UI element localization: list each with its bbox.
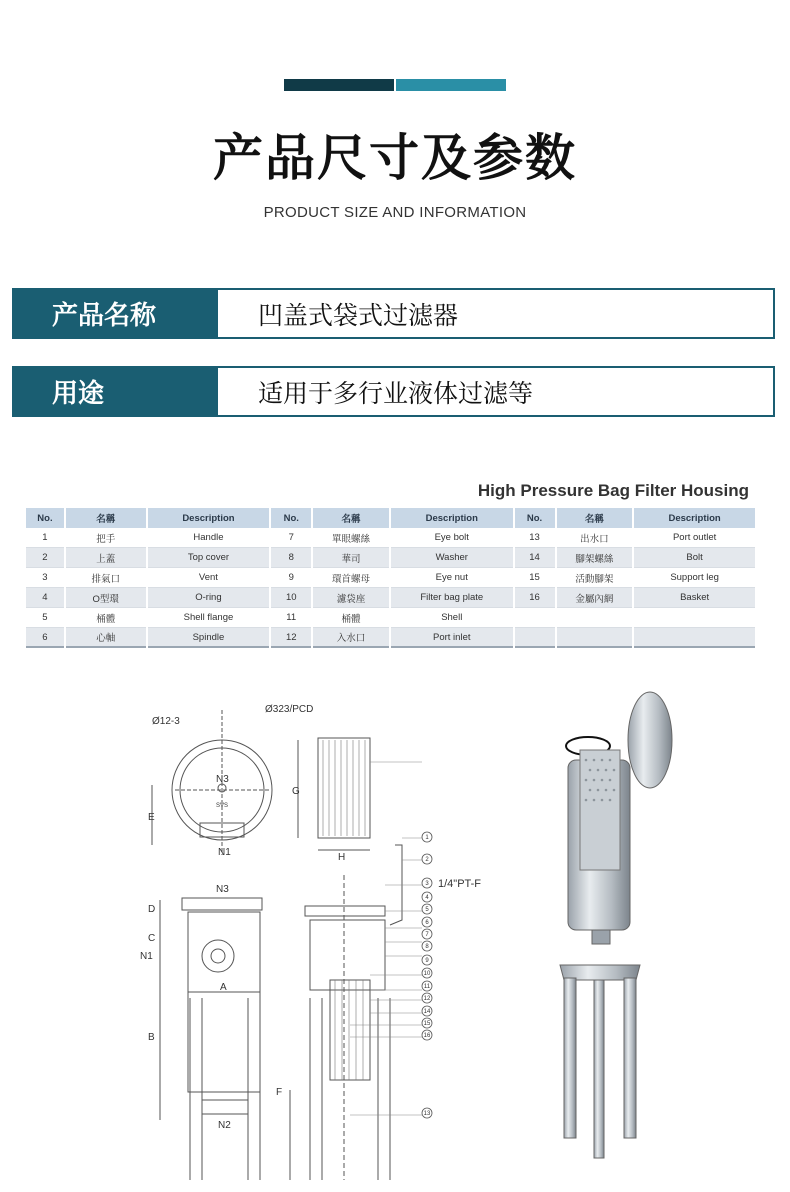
- table-cell: [515, 608, 555, 628]
- callout-number: 1: [425, 835, 429, 841]
- label-bolt-holes: Ø12-3: [152, 716, 180, 727]
- callout-number: 14: [423, 1009, 431, 1015]
- table-cell: O-ring: [148, 588, 270, 608]
- table-cell: 把手: [66, 528, 146, 548]
- table-cell: 7: [271, 528, 311, 548]
- callout-number: 4: [425, 895, 429, 901]
- callout-number: 13: [423, 1111, 431, 1117]
- label-e: E: [148, 812, 155, 823]
- callout-number: 3: [425, 881, 429, 887]
- table-cell: 桶體: [66, 608, 146, 628]
- render-leg: [594, 980, 604, 1158]
- callout-number: 7: [425, 932, 429, 938]
- table-cell: 16: [515, 588, 555, 608]
- info-row-usage: [12, 366, 775, 417]
- col-header: No.: [271, 508, 311, 528]
- title-accent-bar-dark: [284, 79, 394, 91]
- table-cell: 金屬內網: [557, 588, 633, 608]
- label-n2: N2: [218, 1120, 231, 1131]
- table-cell: 15: [515, 568, 555, 588]
- table-row: [26, 608, 755, 628]
- table-cell: [515, 628, 555, 648]
- table-cell: 12: [271, 628, 311, 648]
- table-cell: Eye bolt: [391, 528, 513, 548]
- table-cell: O型環: [66, 588, 146, 608]
- table-cell: Bolt: [634, 548, 755, 568]
- label-c: C: [148, 933, 156, 944]
- label-n3-top: N3: [216, 774, 229, 785]
- table-title: High Pressure Bag Filter Housing: [477, 481, 749, 500]
- render-leg: [564, 978, 576, 1138]
- table-cell: 排氣口: [66, 568, 146, 588]
- dimension-drawing: [130, 680, 500, 1180]
- table-cell: 2: [26, 548, 64, 568]
- table-cell: 出水口: [557, 528, 633, 548]
- col-header: 名稱: [66, 508, 146, 528]
- table-cell: Top cover: [148, 548, 270, 568]
- callout-number: 2: [425, 857, 429, 863]
- table-cell: [634, 608, 755, 628]
- label-a: A: [220, 982, 227, 993]
- callout-number: 9: [425, 958, 429, 964]
- col-header: No.: [26, 508, 64, 528]
- table-row: [26, 588, 755, 608]
- table-row: [26, 528, 755, 548]
- table-row: [26, 548, 755, 568]
- callout-number: 8: [425, 944, 429, 950]
- callout-number: 16: [423, 1033, 431, 1039]
- table-cell: [557, 608, 633, 628]
- info-value: 凹盖式袋式过滤器: [258, 300, 459, 330]
- label-svs: SVS: [216, 803, 229, 809]
- col-header: Description: [148, 508, 270, 528]
- render-leg: [624, 978, 636, 1138]
- label-thread: 1/4"PT-F: [438, 878, 482, 890]
- page-subtitle: PRODUCT SIZE AND INFORMATION: [263, 204, 527, 221]
- table-cell: 活動腳架: [557, 568, 633, 588]
- table-cell: 10: [271, 588, 311, 608]
- label-g: G: [292, 786, 300, 797]
- table-cell: 濾袋座: [313, 588, 389, 608]
- table-cell: 14: [515, 548, 555, 568]
- page-title: 产品尺寸及参数: [213, 129, 577, 187]
- table-cell: 單眼螺絲: [313, 528, 389, 548]
- label-f: F: [276, 1087, 283, 1098]
- col-header: No.: [515, 508, 555, 528]
- table-cell: 11: [271, 608, 311, 628]
- table-header-row: [26, 508, 755, 528]
- table-row: [26, 568, 755, 588]
- table-cell: Eye nut: [391, 568, 513, 588]
- render-basket: [580, 750, 620, 870]
- table-cell: Basket: [634, 588, 755, 608]
- table-cell: 5: [26, 608, 64, 628]
- label-n3-front: N3: [216, 884, 229, 895]
- callout-number: 6: [425, 920, 429, 926]
- render-lid: [628, 692, 672, 788]
- col-header: Description: [634, 508, 755, 528]
- table-cell: 心軸: [66, 628, 146, 648]
- table-cell: [557, 628, 633, 648]
- col-header: 名稱: [557, 508, 633, 528]
- table-cell: 腳架螺絲: [557, 548, 633, 568]
- info-value: 适用于多行业液体过滤等: [258, 378, 534, 408]
- front-cover: [182, 898, 262, 910]
- callout-number: 15: [423, 1021, 431, 1027]
- table-cell: 桶體: [313, 608, 389, 628]
- table-cell: 6: [26, 628, 64, 648]
- table-cell: Shell flange: [148, 608, 270, 628]
- side-cover: [305, 906, 385, 916]
- title-accent-bar-light: [396, 79, 506, 91]
- table-cell: [634, 628, 755, 648]
- table-cell: 入水口: [313, 628, 389, 648]
- basket-outline: [318, 738, 370, 838]
- label-pcd: Ø323/PCD: [265, 704, 314, 715]
- callout-number: 11: [423, 984, 431, 990]
- table-cell: 3: [26, 568, 64, 588]
- table-cell: Handle: [148, 528, 270, 548]
- label-b: B: [148, 1032, 155, 1043]
- callout-number: 12: [423, 996, 431, 1002]
- table-cell: 1: [26, 528, 64, 548]
- info-label: 产品名称: [14, 290, 218, 337]
- product-render: [540, 680, 690, 1180]
- label-h: H: [338, 852, 346, 863]
- callout-number: 10: [423, 971, 431, 977]
- table-cell: Vent: [148, 568, 270, 588]
- table-cell: Washer: [391, 548, 513, 568]
- side-basket: [330, 980, 370, 1080]
- table-cell: Spindle: [148, 628, 270, 648]
- table-cell: 華司: [313, 548, 389, 568]
- col-header: 名稱: [313, 508, 389, 528]
- table-cell: 環首螺母: [313, 568, 389, 588]
- table-cell: 8: [271, 548, 311, 568]
- col-header: Description: [391, 508, 513, 528]
- table-cell: 13: [515, 528, 555, 548]
- callout-number: 5: [425, 907, 429, 913]
- table-cell: Filter bag plate: [391, 588, 513, 608]
- parts-table: [24, 508, 757, 648]
- label-n1-front: N1: [140, 951, 153, 962]
- info-label: 用途: [14, 368, 218, 415]
- table-cell: 4: [26, 588, 64, 608]
- table-cell: Port inlet: [391, 628, 513, 648]
- table-row: [26, 628, 755, 648]
- table-cell: 9: [271, 568, 311, 588]
- table-cell: Support leg: [634, 568, 755, 588]
- label-d: D: [148, 904, 156, 915]
- table-cell: 上蓋: [66, 548, 146, 568]
- info-row-product-name: [12, 288, 775, 339]
- label-n1-top: N1: [218, 847, 231, 858]
- table-cell: Shell: [391, 608, 513, 628]
- table-cell: Port outlet: [634, 528, 755, 548]
